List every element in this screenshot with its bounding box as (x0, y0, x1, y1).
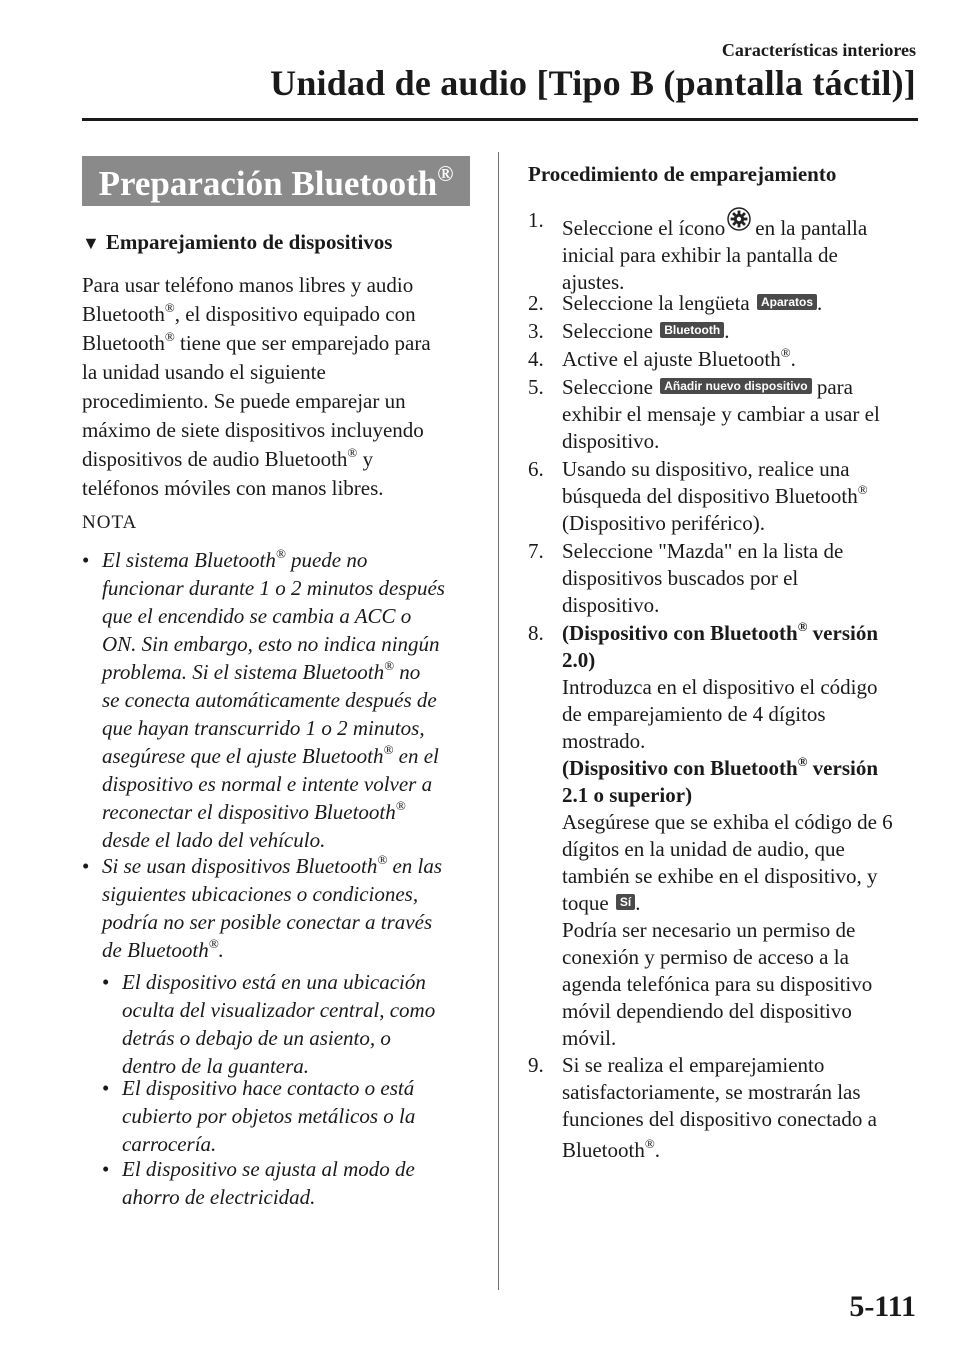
text-line: dispositivo es normal e intente volver a (102, 772, 433, 796)
text-line: dispositivos de audio Bluetooth® y (82, 445, 374, 471)
text-line: máximo de siete dispositivos incluyendo (82, 418, 424, 442)
text-line: cubierto por objetos metálicos o la (122, 1104, 416, 1128)
text-line: El dispositivo está en una ubicación (122, 970, 426, 994)
section-banner (82, 156, 470, 206)
triangle-marker-icon: ▼ (82, 233, 100, 253)
text-line: conexión y permiso de acceso a la (562, 945, 849, 969)
add-device-button: Añadir nuevo dispositivo (660, 378, 811, 394)
text-line: Bluetooth®, el dispositivo equipado con (82, 300, 416, 326)
column-divider (498, 152, 499, 1290)
registered-mark: ® (437, 162, 454, 187)
text-line: Bluetooth® tiene que ser emparejado para (82, 329, 431, 355)
step-number: 7. (528, 539, 544, 563)
section-banner-text: Preparación Bluetooth (98, 164, 438, 203)
step-number: 5. (528, 375, 544, 399)
text-line: búsqueda del dispositivo Bluetooth® (562, 482, 868, 508)
text-line: la unidad usando el siguiente (82, 360, 326, 384)
text-line: El dispositivo se ajusta al modo de (122, 1157, 415, 1181)
bullet-icon: • (102, 1157, 110, 1181)
sub-note-item (102, 1155, 482, 1211)
step-number: 1. (528, 208, 544, 232)
text-line: podría no ser posible conectar a través (102, 910, 433, 934)
text-line: El dispositivo hace contacto o está (122, 1076, 415, 1100)
step-number: 8. (528, 621, 544, 645)
page-number: 5-111 (849, 1290, 916, 1323)
subsection-heading-text: Emparejamiento de dispositivos (105, 230, 393, 254)
text-line: satisfactoriamente, se mostrarán las (562, 1080, 861, 1104)
step-number: 2. (528, 291, 544, 315)
bullet-icon: • (82, 854, 90, 878)
step-number: 6. (528, 457, 544, 481)
text-line: reconectar el dispositivo Bluetooth® (102, 798, 406, 824)
text-line: 2.0) (562, 648, 596, 672)
text-line: dentro de la guantera. (122, 1054, 310, 1078)
text-line: también se exhibe en el dispositivo, y (562, 864, 878, 888)
text-line: se conecta automáticamente después de (102, 688, 437, 712)
note-label: NOTA (82, 512, 138, 533)
procedure-heading: Procedimiento de emparejamiento (528, 162, 837, 186)
sub-note-item (102, 968, 482, 1080)
text-line: ON. Sin embargo, esto no indica ningún (102, 632, 440, 656)
text-line: agenda telefónica para su dispositivo (562, 972, 873, 996)
header-rule (82, 118, 918, 121)
subsection-heading (82, 228, 482, 258)
text-line: oculta del visualizador central, como (122, 998, 436, 1022)
text-line: inicial para exhibir la pantalla de (562, 243, 838, 267)
step-number: 4. (528, 347, 544, 371)
text-line: de Bluetooth®. (102, 936, 224, 962)
text-line: (Dispositivo con Bluetooth® versión (562, 619, 878, 645)
text-line: exhibir el mensaje y cambiar a usar el (562, 402, 880, 426)
text-line: teléfonos móviles con manos libres. (82, 476, 384, 500)
text-line: 2.1 o superior) (562, 783, 693, 807)
text-line: Seleccione el ícono en la pantalla (562, 207, 920, 242)
text-line: Asegúrese que se exhiba el código de 6 (562, 810, 893, 834)
text-line: Bluetooth®. (562, 1136, 660, 1162)
text-line: Si se usan dispositivos Bluetooth® en las (102, 852, 443, 878)
gear-icon (727, 207, 751, 231)
text-line: dispositivos buscados por el (562, 566, 799, 590)
text-line: Introduzca en el dispositivo el código (562, 675, 878, 699)
text-line: procedimiento. Se puede emparejar un (82, 389, 406, 413)
bluetooth-button: Bluetooth (660, 322, 724, 338)
text-line: problema. Si el sistema Bluetooth® no (102, 658, 421, 684)
note-item (82, 852, 482, 964)
step-number: 3. (528, 319, 544, 343)
text-line: ahorro de electricidad. (122, 1185, 316, 1209)
step-1 (528, 207, 920, 296)
text-line: Si se realiza el emparejamiento (562, 1053, 825, 1077)
bullet-icon: • (102, 970, 110, 994)
text-line: Seleccione Añadir nuevo dispositivo para (562, 375, 853, 399)
text-line: toque Sí . (562, 891, 641, 915)
text-line: Seleccione "Mazda" en la lista de (562, 539, 844, 563)
note-item (82, 546, 482, 854)
text-line: Usando su dispositivo, realice una (562, 457, 850, 481)
step-7 (528, 538, 920, 619)
intro-paragraph (82, 271, 482, 503)
text-line: de emparejamiento de 4 dígitos (562, 702, 826, 726)
step-8 (528, 620, 920, 1052)
text-line: que hayan transcurrido 1 o 2 minutos, (102, 716, 425, 740)
chapter-label: Características interiores (721, 40, 916, 60)
text-line: mostrado. (562, 729, 646, 753)
bullet-icon: • (102, 1076, 110, 1100)
aparatos-tab-button: Aparatos (757, 294, 817, 310)
text-line: (Dispositivo con Bluetooth® versión (562, 754, 878, 780)
text-line: Podría ser necesario un permiso de (562, 918, 856, 942)
step-6 (528, 456, 920, 537)
page-title: Unidad de audio [Tipo B (pantalla táctil)] (270, 63, 916, 103)
text-line: móvil dependiendo del dispositivo (562, 999, 852, 1023)
step-9 (528, 1052, 920, 1164)
text-line: móvil. (562, 1026, 617, 1050)
text-line: ajustes. (562, 270, 625, 294)
si-button: Sí (616, 894, 635, 910)
sub-note-item (102, 1074, 482, 1158)
text-line: dispositivo. (562, 429, 660, 453)
step-4: 4. Active el ajuste Bluetooth®. (528, 345, 796, 371)
bullet-icon: • (82, 548, 90, 572)
text-line: funcionar durante 1 o 2 minutos después (102, 576, 445, 600)
text-line: detrás o debajo de un asiento, o (122, 1026, 391, 1050)
text-line: Para usar teléfono manos libres y audio (82, 273, 414, 297)
step-3: 3. Seleccione Bluetooth . (528, 319, 730, 343)
text-line: dispositivo. (562, 593, 660, 617)
text-line: El sistema Bluetooth® puede no (102, 546, 368, 572)
step-5 (528, 374, 920, 455)
text-line: desde el lado del vehículo. (102, 828, 326, 852)
text-line: dígitos en la unidad de audio, que (562, 837, 845, 861)
text-line: funciones del dispositivo conectado a (562, 1107, 877, 1131)
text-line: asegúrese que el ajuste Bluetooth® en el (102, 742, 439, 768)
text-line: que el encendido se cambia a ACC o (102, 604, 412, 628)
step-number: 9. (528, 1053, 544, 1077)
text-line: carrocería. (122, 1132, 217, 1156)
step-2: 2. Seleccione la lengüeta Aparatos . (528, 291, 823, 315)
text-line: (Dispositivo periférico). (562, 511, 765, 535)
text-line: siguientes ubicaciones o condiciones, (102, 882, 419, 906)
